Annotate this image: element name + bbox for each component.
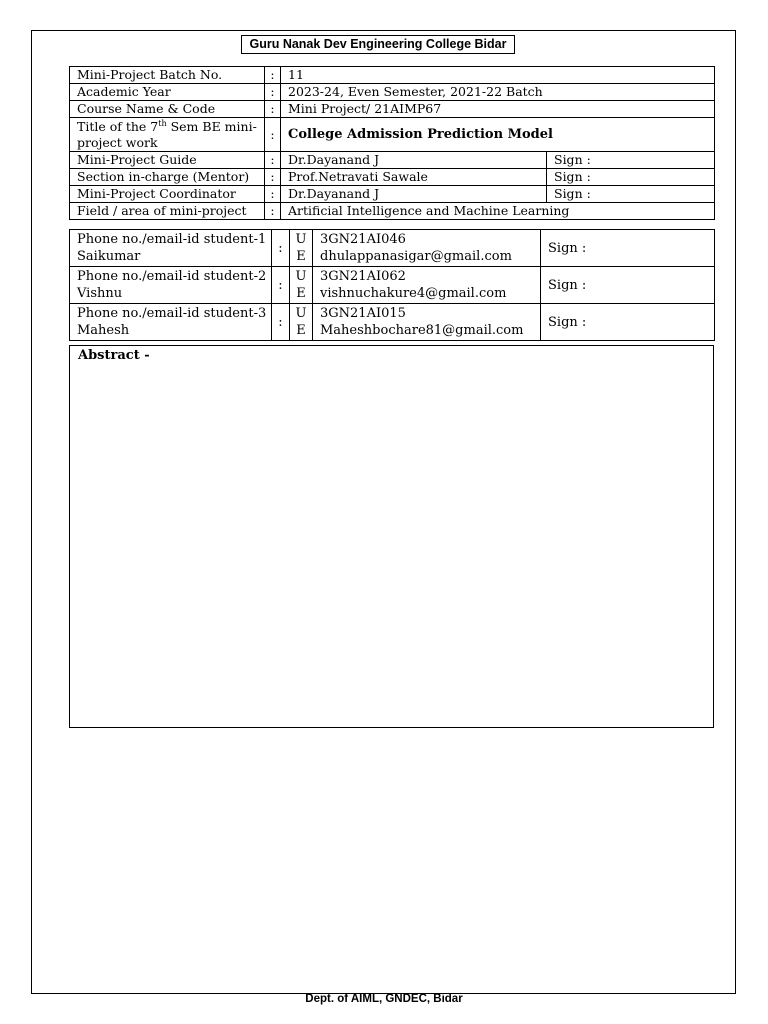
page-footer: Dept. of AIML, GNDEC, Bidar: [305, 993, 463, 1005]
student-label: Phone no./email-id student-3 Mahesh: [70, 304, 272, 341]
college-title: Guru Nanak Dev Engineering College Bidar: [241, 35, 515, 54]
student-sign: Sign :: [541, 267, 715, 304]
colon: :: [265, 169, 281, 186]
project-info-table: [69, 66, 715, 220]
batch-label: Mini-Project Batch No.: [70, 67, 265, 84]
student-row: [70, 304, 715, 341]
student-row: [70, 230, 715, 267]
student-sign: Sign :: [541, 304, 715, 341]
project-title-row: [70, 118, 715, 152]
colon: :: [272, 230, 290, 267]
course-value: Mini Project/ 21AIMP67: [281, 101, 715, 118]
colon: :: [265, 152, 281, 169]
colon: :: [265, 67, 281, 84]
students-table: [69, 229, 715, 341]
colon: :: [265, 101, 281, 118]
colon: :: [272, 267, 290, 304]
abstract-box: [69, 345, 714, 728]
student-label: Phone no./email-id student-2 Vishnu: [70, 267, 272, 304]
student-credentials: 3GN21AI062 vishnuchakure4@gmail.com: [313, 267, 541, 304]
coordinator-sign: Sign :: [547, 186, 715, 203]
student-credentials: 3GN21AI046 dhulappanasigar@gmail.com: [313, 230, 541, 267]
batch-value: 11: [281, 67, 715, 84]
colon: :: [265, 84, 281, 101]
student-sign: Sign :: [541, 230, 715, 267]
field-label: Field / area of mini-project: [70, 203, 265, 220]
course-label: Course Name & Code: [70, 101, 265, 118]
academic-year-value: 2023-24, Even Semester, 2021-22 Batch: [281, 84, 715, 101]
student-row: [70, 267, 715, 304]
colon: :: [265, 186, 281, 203]
mentor-row: [70, 169, 715, 186]
coordinator-label: Mini-Project Coordinator: [70, 186, 265, 203]
usn-email-marker: U E: [290, 267, 313, 304]
abstract-label: Abstract -: [78, 348, 150, 363]
guide-row: [70, 152, 715, 169]
colon: :: [265, 118, 281, 152]
course-row: [70, 101, 715, 118]
mentor-sign: Sign :: [547, 169, 715, 186]
mentor-label: Section in-charge (Mentor): [70, 169, 265, 186]
guide-value: Dr.Dayanand J: [281, 152, 547, 169]
usn-email-marker: U E: [290, 230, 313, 267]
colon: :: [265, 203, 281, 220]
batch-row: [70, 67, 715, 84]
academic-year-row: [70, 84, 715, 101]
guide-label: Mini-Project Guide: [70, 152, 265, 169]
usn-email-marker: U E: [290, 304, 313, 341]
field-value: Artificial Intelligence and Machine Learning: [281, 203, 715, 220]
field-row: [70, 203, 715, 220]
coordinator-row: [70, 186, 715, 203]
project-title-value: College Admission Prediction Model: [281, 118, 715, 152]
coordinator-value: Dr.Dayanand J: [281, 186, 547, 203]
colon: :: [272, 304, 290, 341]
student-label: Phone no./email-id student-1 Saikumar: [70, 230, 272, 267]
academic-year-label: Academic Year: [70, 84, 265, 101]
project-title-label: Title of the 7th Sem BE mini-project work: [70, 118, 265, 152]
mentor-value: Prof.Netravati Sawale: [281, 169, 547, 186]
guide-sign: Sign :: [547, 152, 715, 169]
student-credentials: 3GN21AI015 Maheshbochare81@gmail.com: [313, 304, 541, 341]
